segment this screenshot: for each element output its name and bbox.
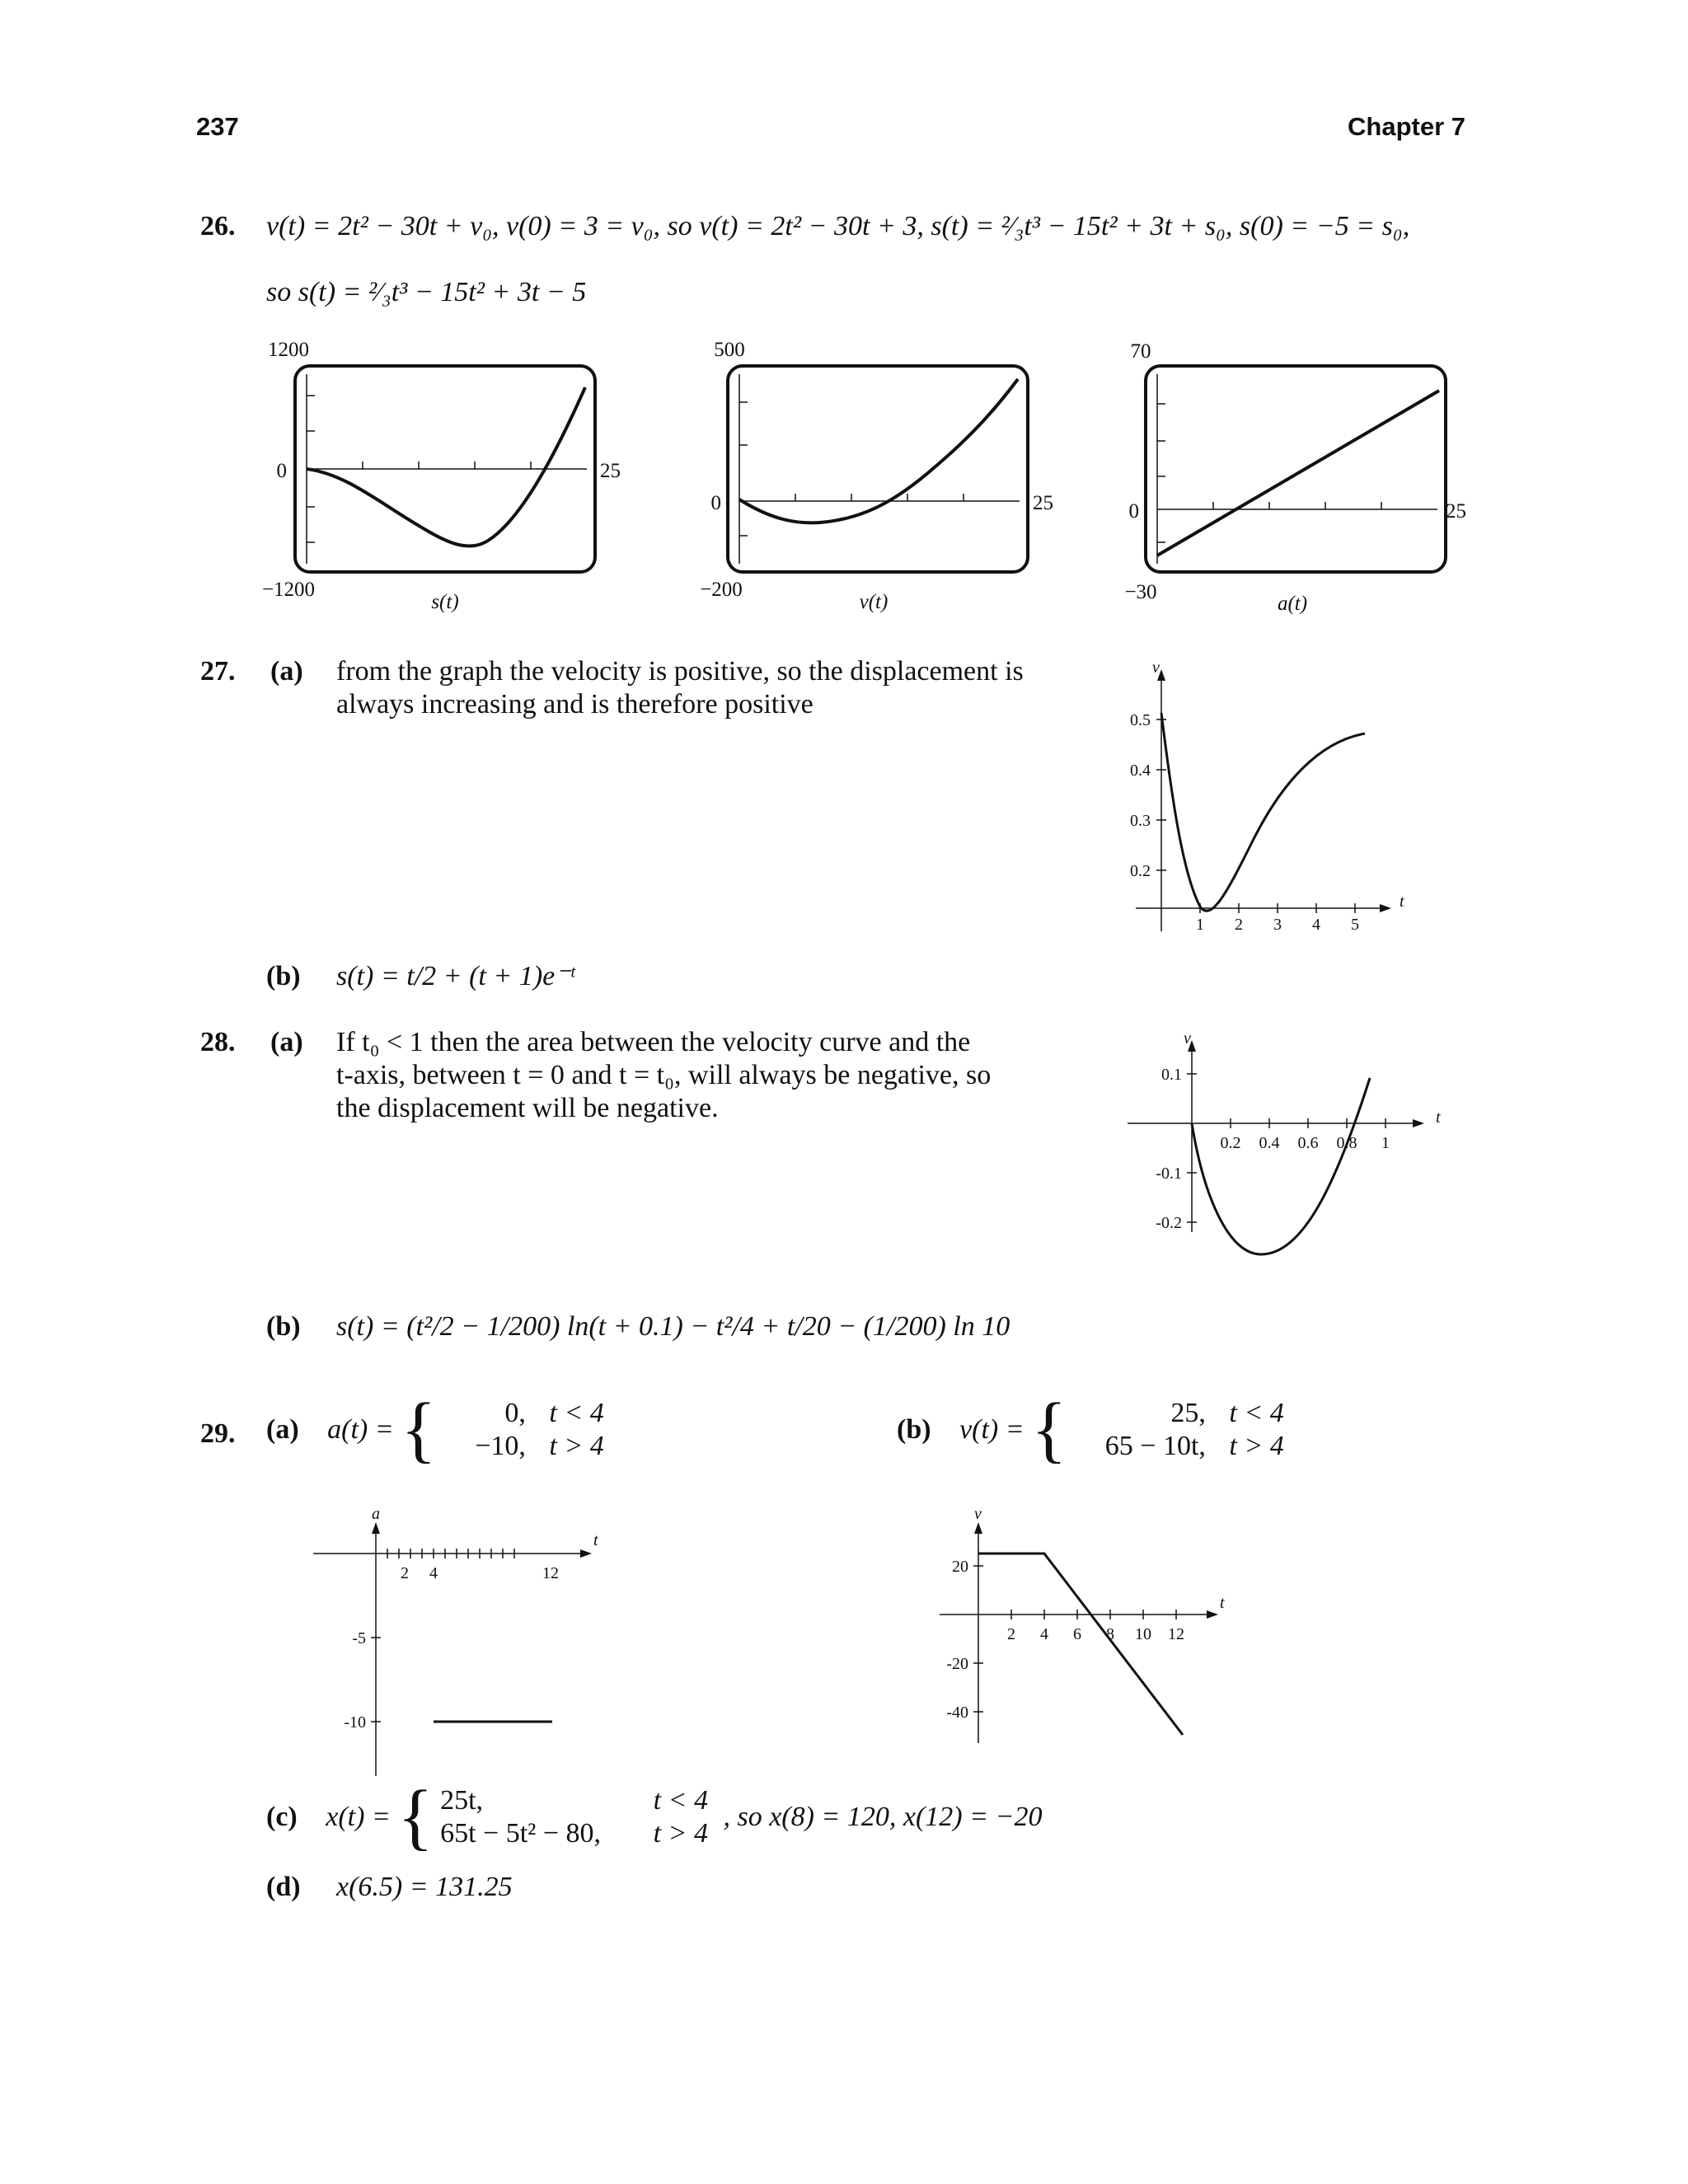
part-a-text: the displacement will be negative. xyxy=(336,1093,719,1123)
graph-s-of-t xyxy=(256,338,635,618)
svg-text:2: 2 xyxy=(401,1564,409,1582)
svg-text:0.3: 0.3 xyxy=(1130,812,1151,830)
equation-line-2: so s(t) = ²⁄₃t³ − 15t² + 3t − 5 xyxy=(266,277,587,307)
x-axis-label: t xyxy=(1436,1108,1441,1127)
svg-text:0.8: 0.8 xyxy=(1336,1134,1357,1152)
graph-28-velocity xyxy=(1121,1030,1451,1277)
y-axis-label: v xyxy=(1152,658,1160,677)
case-conditions: t < 4 t > 4 xyxy=(653,1785,708,1849)
svg-text:0.6: 0.6 xyxy=(1297,1134,1319,1152)
svg-text:0.5: 0.5 xyxy=(1130,711,1151,729)
graph-a-of-t xyxy=(1124,338,1492,618)
svg-text:8: 8 xyxy=(1106,1625,1114,1643)
x-max-label: 25 xyxy=(1033,492,1053,514)
y-max-label: 1200 xyxy=(268,339,309,361)
chapter-title: Chapter 7 xyxy=(1348,112,1465,141)
part-a xyxy=(266,1389,604,1470)
brace: { xyxy=(401,1389,437,1470)
svg-text:-40: -40 xyxy=(946,1704,968,1722)
part-b-equation: s(t) = t/2 + (t + 1)e⁻ᵗ xyxy=(336,961,574,991)
svg-text:0.1: 0.1 xyxy=(1161,1066,1182,1084)
part-b-label: (b) xyxy=(266,1311,301,1342)
graph-v-of-t xyxy=(696,338,1076,618)
part-c xyxy=(266,1776,1043,1858)
zero-label: 0 xyxy=(710,492,721,514)
case-conditions: t < 4 t > 4 xyxy=(1229,1398,1284,1461)
zero-label: 0 xyxy=(1128,500,1139,523)
problem-number: 27. xyxy=(200,656,236,687)
svg-text:-10: -10 xyxy=(344,1713,366,1732)
problem-number: 26. xyxy=(200,211,236,241)
y-axis-label: v xyxy=(974,1505,982,1523)
svg-text:4: 4 xyxy=(1312,916,1320,934)
part-a-label: (a) xyxy=(266,1414,299,1445)
y-max-label: 500 xyxy=(714,339,745,361)
svg-text:0.2: 0.2 xyxy=(1130,862,1151,880)
brace: { xyxy=(397,1776,434,1858)
part-a-label: (a) xyxy=(270,1027,303,1057)
svg-text:12: 12 xyxy=(1168,1625,1184,1643)
graph-29-acceleration xyxy=(313,1504,626,1784)
case-conditions: t < 4 t > 4 xyxy=(549,1398,604,1461)
svg-text:-5: -5 xyxy=(352,1629,366,1647)
svg-text:3: 3 xyxy=(1273,916,1282,934)
svg-text:12: 12 xyxy=(542,1564,559,1582)
y-min-label: −30 xyxy=(1124,581,1157,603)
x-axis-label: t xyxy=(1220,1594,1225,1612)
svg-text:-20: -20 xyxy=(946,1655,968,1673)
svg-text:1: 1 xyxy=(1381,1134,1390,1152)
part-b-equation: s(t) = (t²/2 − 1/200) ln(t + 0.1) − t²/4 + t/20 − (1/200) ln 10 xyxy=(336,1311,1010,1342)
y-axis-label: a xyxy=(372,1505,380,1523)
problem-number: 28. xyxy=(200,1027,236,1057)
part-b-lhs: v(t) = xyxy=(959,1414,1025,1445)
svg-text:0.2: 0.2 xyxy=(1220,1134,1241,1152)
svg-text:2: 2 xyxy=(1235,916,1243,934)
part-a-label: (a) xyxy=(270,656,303,687)
part-c-label: (c) xyxy=(266,1802,298,1832)
x-axis-label: t xyxy=(593,1531,598,1549)
graph-27-velocity xyxy=(1121,659,1418,940)
part-d-label: (d) xyxy=(266,1872,301,1902)
svg-text:1: 1 xyxy=(1196,916,1204,934)
svg-text:10: 10 xyxy=(1135,1625,1151,1643)
x-max-label: 25 xyxy=(600,460,621,482)
part-a-text: If t₀ < 1 then the area between the velocity curve and the xyxy=(336,1027,971,1057)
svg-text:-0.1: -0.1 xyxy=(1156,1165,1182,1183)
graph-29-velocity xyxy=(940,1504,1253,1751)
svg-text:0.4: 0.4 xyxy=(1259,1134,1280,1152)
graph-caption: s(t) xyxy=(431,591,459,613)
svg-text:-0.2: -0.2 xyxy=(1156,1214,1182,1232)
part-c-result: , so x(8) = 120, x(12) = −20 xyxy=(723,1802,1043,1832)
page-number: 237 xyxy=(196,112,239,141)
svg-text:2: 2 xyxy=(1007,1625,1015,1643)
part-a-text: always increasing and is therefore positive xyxy=(336,689,814,719)
brace: { xyxy=(1031,1389,1067,1470)
y-min-label: −1200 xyxy=(261,579,316,601)
x-max-label: 25 xyxy=(1446,500,1466,523)
problem-26 xyxy=(200,210,1503,342)
part-d-equation: x(6.5) = 131.25 xyxy=(336,1872,513,1902)
graph-caption: v(t) xyxy=(859,591,889,613)
y-max-label: 70 xyxy=(1130,340,1151,363)
x-axis-label: t xyxy=(1400,893,1404,911)
part-c-lhs: x(t) = xyxy=(326,1802,391,1832)
graph-caption: a(t) xyxy=(1277,593,1308,615)
case-values: 25t, 65t − 5t² − 80, xyxy=(440,1785,602,1849)
svg-text:4: 4 xyxy=(1040,1625,1048,1643)
case-values: 25, 65 − 10t, xyxy=(1104,1398,1206,1461)
zero-label: 0 xyxy=(276,460,287,482)
part-b-label: (b) xyxy=(897,1414,931,1445)
svg-text:6: 6 xyxy=(1073,1625,1081,1643)
problem-number: 29. xyxy=(200,1418,236,1449)
equation-line-1: v(t) = 2t² − 30t + v₀, v(0) = 3 = v₀, so v(t) = 2t² − 30t + 3, s(t) = ²⁄₃t³ − 15t² + 3t + s₀, s(0) = −5 = s₀, xyxy=(266,211,1410,241)
part-b xyxy=(897,1389,1284,1470)
y-axis-label: v xyxy=(1184,1029,1191,1047)
part-a-text: from the graph the velocity is positive, so the displacement is xyxy=(336,656,1024,687)
part-a-lhs: a(t) = xyxy=(327,1414,394,1445)
part-a-text: t-axis, between t = 0 and t = t₀, will always be negative, so xyxy=(336,1060,992,1090)
y-min-label: −200 xyxy=(700,579,743,601)
svg-text:0.4: 0.4 xyxy=(1130,762,1151,780)
svg-text:5: 5 xyxy=(1351,916,1359,934)
svg-text:20: 20 xyxy=(952,1558,968,1576)
case-values: 0, −10, xyxy=(475,1398,526,1461)
svg-text:4: 4 xyxy=(429,1564,438,1582)
part-b-label: (b) xyxy=(266,961,301,991)
